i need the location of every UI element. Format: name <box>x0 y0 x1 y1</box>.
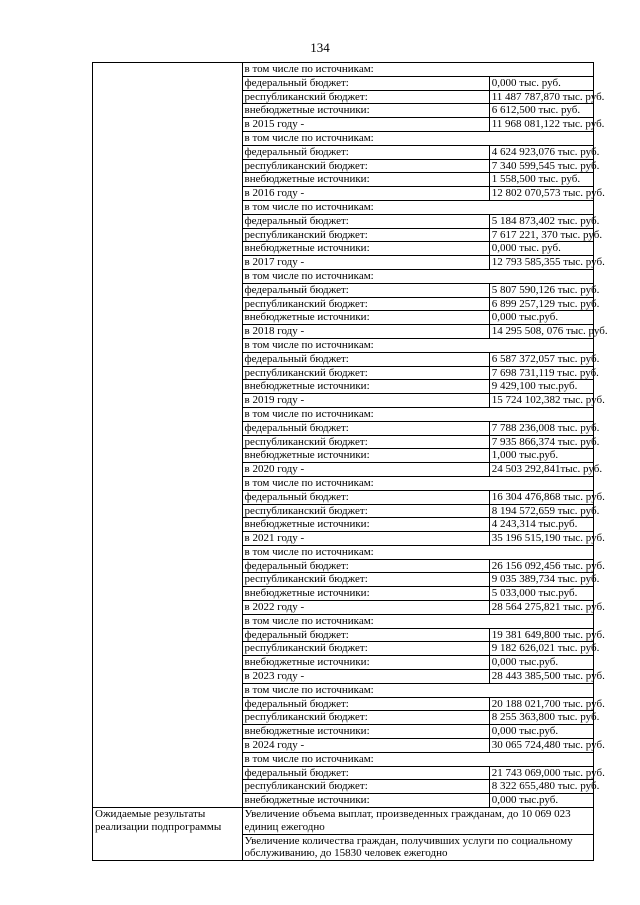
source-value: 7 935 866,374 тыс. руб. <box>489 435 593 449</box>
year-label: в 2016 году - <box>242 187 489 201</box>
source-label: внебюджетные источники: <box>242 518 489 532</box>
source-value: 9 182 626,021 тыс. руб. <box>489 642 593 656</box>
source-value: 1 558,500 тыс. руб. <box>489 173 593 187</box>
source-value: 4 243,314 тыс.руб. <box>489 518 593 532</box>
year-total-value: 12 802 070,573 тыс. руб. <box>489 187 593 201</box>
sources-caption: в том числе по источникам: <box>242 476 593 490</box>
source-value: 0,000 тыс.руб. <box>489 725 593 739</box>
source-label: внебюджетные источники: <box>242 449 489 463</box>
sources-caption: в том числе по источникам: <box>242 752 593 766</box>
source-label: федеральный бюджет: <box>242 697 489 711</box>
sources-caption: в том числе по источникам: <box>242 200 593 214</box>
source-value: 7 698 731,119 тыс. руб. <box>489 366 593 380</box>
source-value: 26 156 092,456 тыс. руб. <box>489 559 593 573</box>
sources-caption: в том числе по источникам: <box>242 131 593 145</box>
source-value: 11 487 787,870 тыс. руб. <box>489 90 593 104</box>
year-total-value: 30 065 724,480 тыс. руб. <box>489 739 593 753</box>
sources-caption: в том числе по источникам: <box>242 63 593 77</box>
year-total-value: 14 295 508, 076 тыс. руб. <box>489 325 593 339</box>
source-label: федеральный бюджет: <box>242 352 489 366</box>
left-empty-cell <box>93 63 243 808</box>
source-value: 0,000 тыс.руб. <box>489 794 593 808</box>
source-label: республиканский бюджет: <box>242 780 489 794</box>
sources-caption: в том числе по источникам: <box>242 545 593 559</box>
source-label: федеральный бюджет: <box>242 214 489 228</box>
year-label: в 2017 году - <box>242 256 489 270</box>
caption-row <box>93 63 594 77</box>
source-label: внебюджетные источники: <box>242 794 489 808</box>
source-label: федеральный бюджет: <box>242 490 489 504</box>
funding-table <box>92 62 608 861</box>
source-label: федеральный бюджет: <box>242 76 489 90</box>
source-value: 5 033,000 тыс.руб. <box>489 587 593 601</box>
source-label: внебюджетные источники: <box>242 242 489 256</box>
source-label: федеральный бюджет: <box>242 628 489 642</box>
year-total-value: 28 564 275,821 тыс. руб. <box>489 601 593 615</box>
source-value: 8 255 363,800 тыс. руб. <box>489 711 593 725</box>
sources-caption: в том числе по источникам: <box>242 407 593 421</box>
source-label: федеральный бюджет: <box>242 283 489 297</box>
page-number: 134 <box>310 40 330 55</box>
source-value: 9 035 389,734 тыс. руб. <box>489 573 593 587</box>
source-label: федеральный бюджет: <box>242 145 489 159</box>
source-value: 20 188 021,700 тыс. руб. <box>489 697 593 711</box>
year-total-value: 15 724 102,382 тыс. руб. <box>489 394 593 408</box>
year-label: в 2021 году - <box>242 532 489 546</box>
source-label: внебюджетные источники: <box>242 104 489 118</box>
source-label: республиканский бюджет: <box>242 435 489 449</box>
source-value: 5 807 590,126 тыс. руб. <box>489 283 593 297</box>
sources-caption: в том числе по источникам: <box>242 269 593 283</box>
source-value: 1,000 тыс.руб. <box>489 449 593 463</box>
results-label: Ожидаемые результаты реализации подпрограммы <box>93 808 243 861</box>
source-value: 6 612,500 тыс. руб. <box>489 104 593 118</box>
source-value: 4 624 923,076 тыс. руб. <box>489 145 593 159</box>
source-value: 19 381 649,800 тыс. руб. <box>489 628 593 642</box>
source-value: 0,000 тыс.руб. <box>489 656 593 670</box>
source-label: федеральный бюджет: <box>242 559 489 573</box>
source-value: 5 184 873,402 тыс. руб. <box>489 214 593 228</box>
year-label: в 2023 году - <box>242 670 489 684</box>
source-label: республиканский бюджет: <box>242 297 489 311</box>
sources-caption: в том числе по источникам: <box>242 338 593 352</box>
source-value: 0,000 тыс. руб. <box>489 242 593 256</box>
source-label: внебюджетные источники: <box>242 173 489 187</box>
source-value: 8 194 572,659 тыс. руб. <box>489 504 593 518</box>
sources-caption: в том числе по источникам: <box>242 683 593 697</box>
result-item: Увеличение объема выплат, произведенных гражданам, до 10 069 023 единиц ежегодно <box>242 808 593 835</box>
year-label: в 2019 году - <box>242 394 489 408</box>
source-value: 7 788 236,008 тыс. руб. <box>489 421 593 435</box>
source-value: 21 743 069,000 тыс. руб. <box>489 766 593 780</box>
source-value: 0,000 тыс.руб. <box>489 311 593 325</box>
result-item: Увеличение количества граждан, получивших услуги по социальному обслуживанию, до 15830 человек ежегодно <box>242 834 593 861</box>
source-label: республиканский бюджет: <box>242 366 489 380</box>
year-label: в 2024 году - <box>242 739 489 753</box>
source-label: федеральный бюджет: <box>242 421 489 435</box>
year-label: в 2022 году - <box>242 601 489 615</box>
year-label: в 2020 году - <box>242 463 489 477</box>
source-label: республиканский бюджет: <box>242 228 489 242</box>
source-value: 6 899 257,129 тыс. руб. <box>489 297 593 311</box>
source-label: внебюджетные источники: <box>242 656 489 670</box>
source-value: 0,000 тыс. руб. <box>489 76 593 90</box>
source-value: 16 304 476,868 тыс. руб. <box>489 490 593 504</box>
year-label: в 2015 году - <box>242 118 489 132</box>
source-label: республиканский бюджет: <box>242 504 489 518</box>
year-total-value: 11 968 081,122 тыс. руб. <box>489 118 593 132</box>
source-label: республиканский бюджет: <box>242 711 489 725</box>
source-label: внебюджетные источники: <box>242 587 489 601</box>
source-label: республиканский бюджет: <box>242 642 489 656</box>
sources-caption: в том числе по источникам: <box>242 614 593 628</box>
source-value: 9 429,100 тыс.руб. <box>489 380 593 394</box>
year-total-value: 35 196 515,190 тыс. руб. <box>489 532 593 546</box>
year-total-value: 24 503 292,841тыс. руб. <box>489 463 593 477</box>
source-value: 7 340 599,545 тыс. руб. <box>489 159 593 173</box>
year-total-value: 28 443 385,500 тыс. руб. <box>489 670 593 684</box>
year-total-value: 12 793 585,355 тыс. руб. <box>489 256 593 270</box>
source-value: 8 322 655,480 тыс. руб. <box>489 780 593 794</box>
result-row <box>93 808 594 835</box>
year-label: в 2018 году - <box>242 325 489 339</box>
source-label: внебюджетные источники: <box>242 380 489 394</box>
source-label: республиканский бюджет: <box>242 573 489 587</box>
source-label: республиканский бюджет: <box>242 90 489 104</box>
source-label: внебюджетные источники: <box>242 725 489 739</box>
source-label: республиканский бюджет: <box>242 159 489 173</box>
source-label: федеральный бюджет: <box>242 766 489 780</box>
source-value: 7 617 221, 370 тыс. руб. <box>489 228 593 242</box>
source-value: 6 587 372,057 тыс. руб. <box>489 352 593 366</box>
source-label: внебюджетные источники: <box>242 311 489 325</box>
